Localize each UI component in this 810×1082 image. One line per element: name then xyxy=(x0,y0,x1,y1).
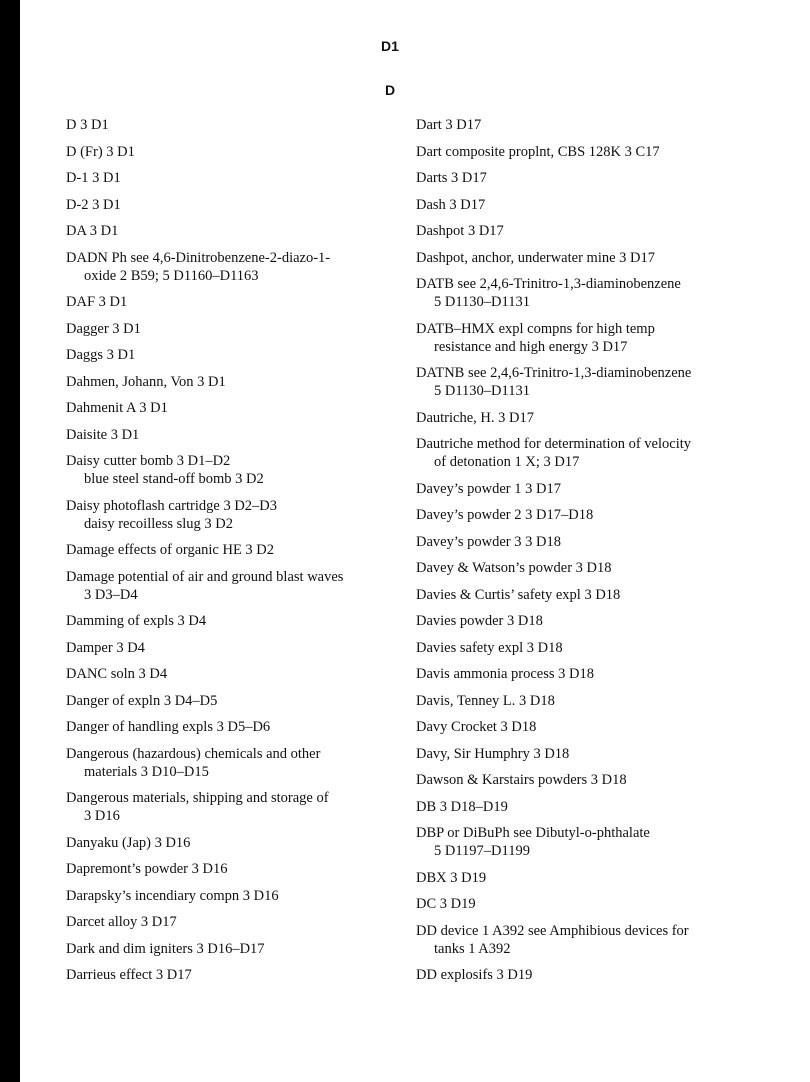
index-entry xyxy=(66,718,396,736)
index-entry xyxy=(66,222,396,240)
index-entry xyxy=(416,143,716,161)
index-entry-term: Darapsky’s incendiary compn 3 D16 xyxy=(66,887,279,904)
index-entry-term: Davey & Watson’s powder 3 D18 xyxy=(416,560,612,576)
index-entry-term: Danger of handling expls 3 D5–D6 xyxy=(66,719,271,735)
index-entry xyxy=(416,824,716,860)
index-entry-term: Dangerous materials, shipping and storage of xyxy=(66,790,329,806)
index-entry xyxy=(416,559,716,577)
index-entry xyxy=(66,169,396,187)
index-entry xyxy=(416,922,716,958)
index-entry-term: Dapremont’s powder 3 D16 xyxy=(66,861,228,877)
index-entry xyxy=(416,612,716,630)
index-entry xyxy=(66,789,396,825)
index-entry xyxy=(66,346,396,364)
index-entry-term: DANC soln 3 D4 xyxy=(66,666,168,682)
index-entry xyxy=(66,913,396,931)
index-entry-term: Dart composite proplnt, CBS 128K 3 C17 xyxy=(416,143,660,160)
index-entry-term: Dautriche method for determination of velocity xyxy=(416,436,692,452)
index-entry xyxy=(416,435,716,471)
index-entry xyxy=(66,249,396,285)
index-entry xyxy=(66,665,396,683)
index-entry-term: D-2 3 D1 xyxy=(66,196,121,213)
index-entry xyxy=(416,249,716,267)
index-entry-term: Davis, Tenney L. 3 D18 xyxy=(416,692,555,709)
index-entry xyxy=(416,533,716,551)
index-entry xyxy=(416,665,716,683)
index-entry-continuation: 5 D1197–D1199 xyxy=(434,843,530,859)
index-entry xyxy=(416,222,716,240)
index-entry-term: Dark and dim igniters 3 D16–D17 xyxy=(66,940,265,957)
index-entry xyxy=(66,887,396,905)
index-entry xyxy=(416,895,716,913)
index-entry xyxy=(66,116,396,134)
index-entry-term: DADN Ph see 4,6-Dinitrobenzene-2-diazo-1- xyxy=(66,249,331,266)
index-entry-term: Daisy cutter bomb 3 D1–D2 xyxy=(66,453,231,469)
index-entry-term: DATB see 2,4,6-Trinitro-1,3-diaminobenzene xyxy=(416,276,681,292)
index-entry-continuation: tanks 1 A392 xyxy=(434,940,511,957)
index-entry-continuation: materials 3 D10–D15 xyxy=(84,763,209,780)
index-entry xyxy=(66,541,396,559)
index-entry xyxy=(66,940,396,958)
index-entry xyxy=(416,586,716,604)
index-entry xyxy=(66,426,396,444)
index-entry-term: Dart 3 D17 xyxy=(416,117,482,133)
index-entry-term: DD device 1 A392 see Amphibious devices for xyxy=(416,922,689,939)
index-entry xyxy=(416,869,716,887)
index-entry-term: Davy Crocket 3 D18 xyxy=(416,719,537,735)
index-entry-term: Davy, Sir Humphry 3 D18 xyxy=(416,745,570,762)
index-entry-term: Dautriche, H. 3 D17 xyxy=(416,409,534,426)
index-entry-term: Damage effects of organic HE 3 D2 xyxy=(66,542,275,558)
index-entry xyxy=(66,143,396,161)
index-entry xyxy=(66,293,396,311)
index-entry-term: Daisy photoflash cartridge 3 D2–D3 xyxy=(66,497,278,514)
index-entry xyxy=(66,612,396,630)
index-entry-continuation: of detonation 1 X; 3 D17 xyxy=(434,454,580,470)
index-entry-continuation: 5 D1130–D1131 xyxy=(434,294,530,310)
index-entry xyxy=(66,399,396,417)
index-entry-term: DAF 3 D1 xyxy=(66,294,128,310)
index-entry-term: Davies & Curtis’ safety expl 3 D18 xyxy=(416,586,621,603)
index-entry xyxy=(66,860,396,878)
index-entry-term: Dash 3 D17 xyxy=(416,196,486,213)
index-entry-term: DATB–HMX expl compns for high temp xyxy=(416,320,655,337)
index-entry-term: Davey’s powder 1 3 D17 xyxy=(416,480,561,497)
index-entry-term: Daisite 3 D1 xyxy=(66,426,140,443)
index-entry xyxy=(416,169,716,187)
index-entry-term: Dashpot 3 D17 xyxy=(416,223,504,239)
index-entry-continuation: 5 D1130–D1131 xyxy=(434,383,530,399)
index-entry xyxy=(416,692,716,710)
index-entry-term: DD explosifs 3 D19 xyxy=(416,967,533,983)
index-entry-continuation: 3 D3–D4 xyxy=(84,586,138,603)
index-entry-term: Danger of expln 3 D4–D5 xyxy=(66,692,218,709)
index-entry xyxy=(416,506,716,524)
index-entry xyxy=(66,692,396,710)
index-entry-term: D 3 D1 xyxy=(66,117,109,133)
index-entry-term: Darcet alloy 3 D17 xyxy=(66,914,177,930)
index-entry xyxy=(416,639,716,657)
index-entry-term: Davey’s powder 3 3 D18 xyxy=(416,533,561,550)
index-entry-term: Dawson & Karstairs powders 3 D18 xyxy=(416,772,627,788)
index-entry-continuation: daisy recoilless slug 3 D2 xyxy=(84,515,234,532)
index-entry-term: Davies powder 3 D18 xyxy=(416,613,543,629)
index-entry xyxy=(66,373,396,391)
index-entry-term: Darrieus effect 3 D17 xyxy=(66,967,192,983)
index-entry-term: Daggs 3 D1 xyxy=(66,347,136,363)
index-entry-term: Dahmenit A 3 D1 xyxy=(66,400,168,416)
index-entry xyxy=(66,497,396,533)
index-entry-term: Damage potential of air and ground blast waves xyxy=(66,568,344,585)
index-entry xyxy=(66,834,396,852)
index-entry-term: Darts 3 D17 xyxy=(416,170,487,186)
index-entry-term: Dangerous (hazardous) chemicals and other xyxy=(66,745,321,762)
scan-edge-bar xyxy=(0,0,20,1082)
index-entry-continuation: oxide 2 B59; 5 D1160–D1163 xyxy=(84,267,259,284)
index-entry xyxy=(416,364,716,400)
index-column-right xyxy=(416,116,716,993)
index-entry xyxy=(66,196,396,214)
index-entry xyxy=(66,639,396,657)
index-entry xyxy=(66,568,396,604)
index-entry-continuation: resistance and high energy 3 D17 xyxy=(434,338,628,355)
index-entry-term: DBP or DiBuPh see Dibutyl-o-phthalate xyxy=(416,825,650,841)
index-entry-term: DA 3 D1 xyxy=(66,223,119,239)
index-entry-term: Dashpot, anchor, underwater mine 3 D17 xyxy=(416,249,656,266)
index-entry-term: Davis ammonia process 3 D18 xyxy=(416,666,594,682)
index-column-left xyxy=(66,116,396,993)
index-entry xyxy=(416,275,716,311)
index-entry-term: Davies safety expl 3 D18 xyxy=(416,639,563,656)
index-entry-term: DATNB see 2,4,6-Trinitro-1,3-diaminobenzene xyxy=(416,365,692,381)
index-entry-term: Dahmen, Johann, Von 3 D1 xyxy=(66,373,226,390)
index-entry xyxy=(66,320,396,338)
index-entry-term: D (Fr) 3 D1 xyxy=(66,143,135,160)
index-entry xyxy=(416,718,716,736)
index-entry xyxy=(416,798,716,816)
index-entry xyxy=(66,966,396,984)
index-entry xyxy=(416,196,716,214)
index-entry-term: DBX 3 D19 xyxy=(416,869,487,886)
index-entry xyxy=(416,409,716,427)
index-entry-term: DB 3 D18–D19 xyxy=(416,798,508,815)
index-entry xyxy=(416,116,716,134)
index-entry xyxy=(416,745,716,763)
index-entry-term: D-1 3 D1 xyxy=(66,170,121,186)
index-entry xyxy=(416,480,716,498)
index-entry xyxy=(66,452,396,488)
index-entry-continuation: 3 D16 xyxy=(84,808,120,824)
index-entry xyxy=(416,966,716,984)
index-entry-term: Danyaku (Jap) 3 D16 xyxy=(66,834,191,851)
index-entry xyxy=(416,771,716,789)
section-heading: D xyxy=(384,82,396,98)
page-number: D1 xyxy=(381,38,399,54)
index-entry-continuation: blue steel stand-off bomb 3 D2 xyxy=(84,471,264,487)
index-entry-term: Damming of expls 3 D4 xyxy=(66,613,207,629)
index-entry-term: Dagger 3 D1 xyxy=(66,320,141,337)
index-entry-term: DC 3 D19 xyxy=(416,896,476,912)
index-entry-term: Davey’s powder 2 3 D17–D18 xyxy=(416,507,594,523)
index-entry xyxy=(416,320,716,356)
index-entry xyxy=(66,745,396,781)
index-entry-term: Damper 3 D4 xyxy=(66,639,145,656)
